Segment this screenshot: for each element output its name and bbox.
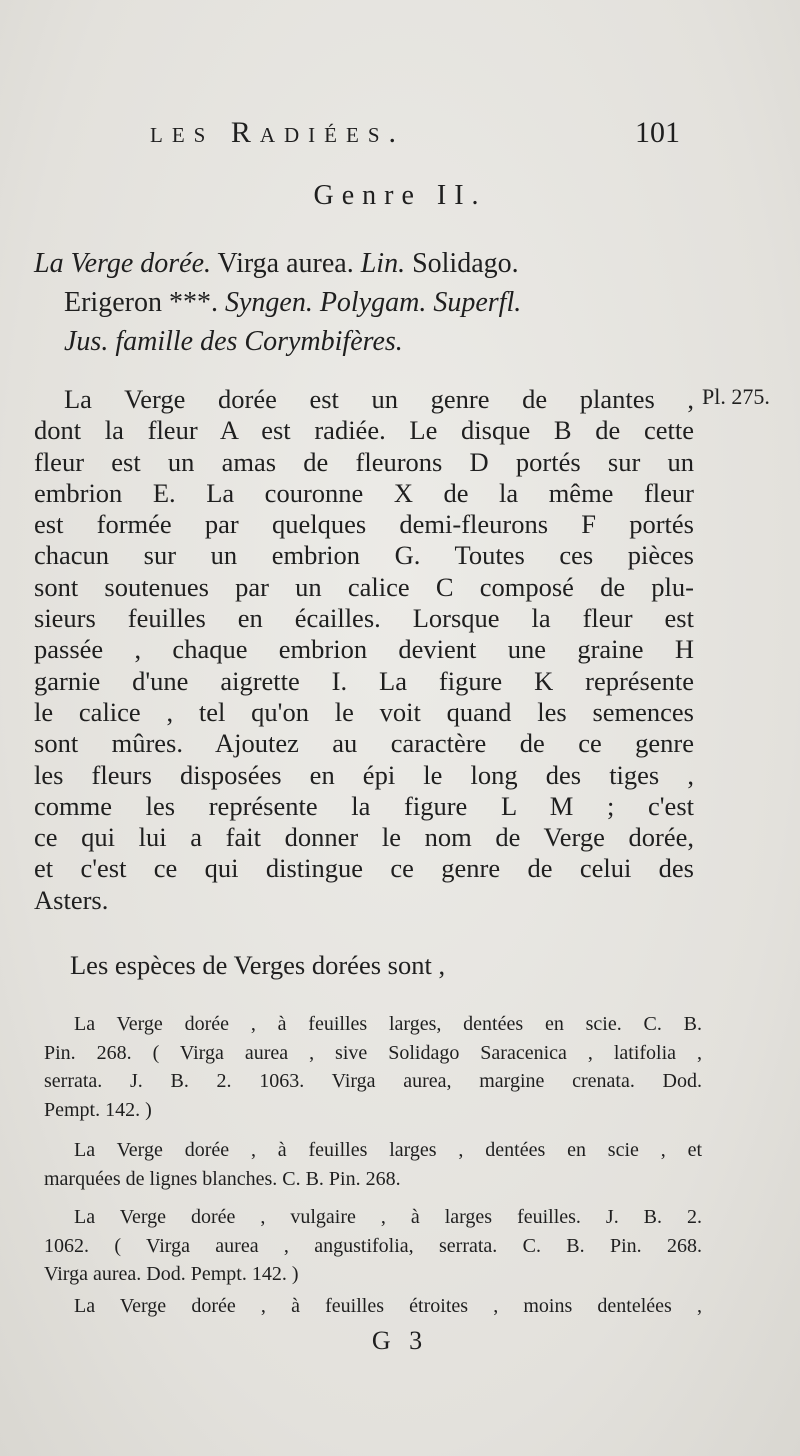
species-entry	[44, 1136, 702, 1193]
text-line: sont soutenues par un calice C composé de plu-	[34, 571, 694, 602]
text-line: est formée par quelques demi-fleurons F portés	[34, 509, 694, 540]
species-line: Pempt. 142. )	[44, 1098, 152, 1121]
text-line: le calice , tel qu'on le voit quand les semences	[34, 696, 694, 727]
species-line: La Verge dorée , à feuilles larges, dentées en scie. C. B.	[74, 1013, 702, 1035]
species-line: serrata. J. B. 2. 1063. Virga aurea, margine crenata. Dod.	[44, 1070, 702, 1092]
running-head	[150, 116, 690, 156]
text-line: embrion E. La couronne X de la même fleur	[34, 477, 694, 508]
species-line: Virga aurea. Dod. Pempt. 142. )	[44, 1263, 299, 1285]
species-line: Pin. 268. ( Virga aurea , sive Solidago Saracenica , latifolia ,	[44, 1041, 702, 1064]
page-number: 101	[635, 116, 680, 149]
species-entry	[44, 1203, 702, 1289]
running-head-title: les Radiées.	[150, 116, 406, 149]
text-line: passée , chaque embrion devient une graine H	[34, 634, 694, 665]
species-entry	[44, 1292, 702, 1321]
species-line: La Verge dorée , à feuilles larges , dentées en scie , et	[74, 1139, 702, 1161]
text-line: comme les représente la figure L M ; c'est	[34, 790, 694, 821]
text-line: Asters.	[34, 884, 109, 915]
text-line: les fleurs disposées en épi le long des tiges ,	[34, 759, 694, 790]
text-line: sieurs feuilles en écailles. Lorsque la fleur est	[34, 603, 694, 634]
text-line: La Verge dorée est un genre de plantes ,	[64, 384, 694, 414]
species-line: marquées de lignes blanches. C. B. Pin. 268.	[44, 1167, 401, 1190]
species-line: La Verge dorée , à feuilles étroites , moins dentelées ,	[74, 1295, 702, 1317]
description-paragraph	[34, 384, 694, 916]
signature-mark: G 3	[371, 1326, 429, 1355]
text-line: ce qui lui a fait donner le nom de Verge dorée,	[34, 822, 694, 853]
text-line: chacun sur un embrion G. Toutes ces pièces	[34, 540, 694, 571]
text-line: sont mûres. Ajoutez au caractère de ce genre	[34, 728, 694, 759]
heading-line: Jus. famille des Corymbifères.	[64, 326, 403, 357]
text-line: et c'est ce qui distingue ce genre de celui des	[34, 853, 694, 884]
text-line: fleur est un amas de fleurons D portés sur un	[34, 446, 694, 477]
plate-reference: Pl. 275.	[702, 384, 770, 409]
species-intro: Les espèces de Verges dorées sont ,	[70, 950, 446, 980]
text-line: garnie d'une aigrette I. La figure K représente	[34, 665, 694, 696]
heading-line: Erigeron ***. Syngen. Polygam. Superfl.	[64, 287, 522, 318]
species-entry	[44, 1010, 702, 1124]
species-line: La Verge dorée , vulgaire , à larges feuilles. J. B. 2.	[74, 1206, 702, 1228]
species-line: 1062. ( Virga aurea , angustifolia, serrata. C. B. Pin. 268.	[44, 1234, 702, 1257]
heading-line: La Verge dorée. Virga aurea. Lin. Solidago.	[34, 248, 519, 279]
genre-heading: Genre II.	[313, 180, 487, 211]
text-line: dont la fleur A est radiée. Le disque B de cette	[34, 415, 694, 446]
